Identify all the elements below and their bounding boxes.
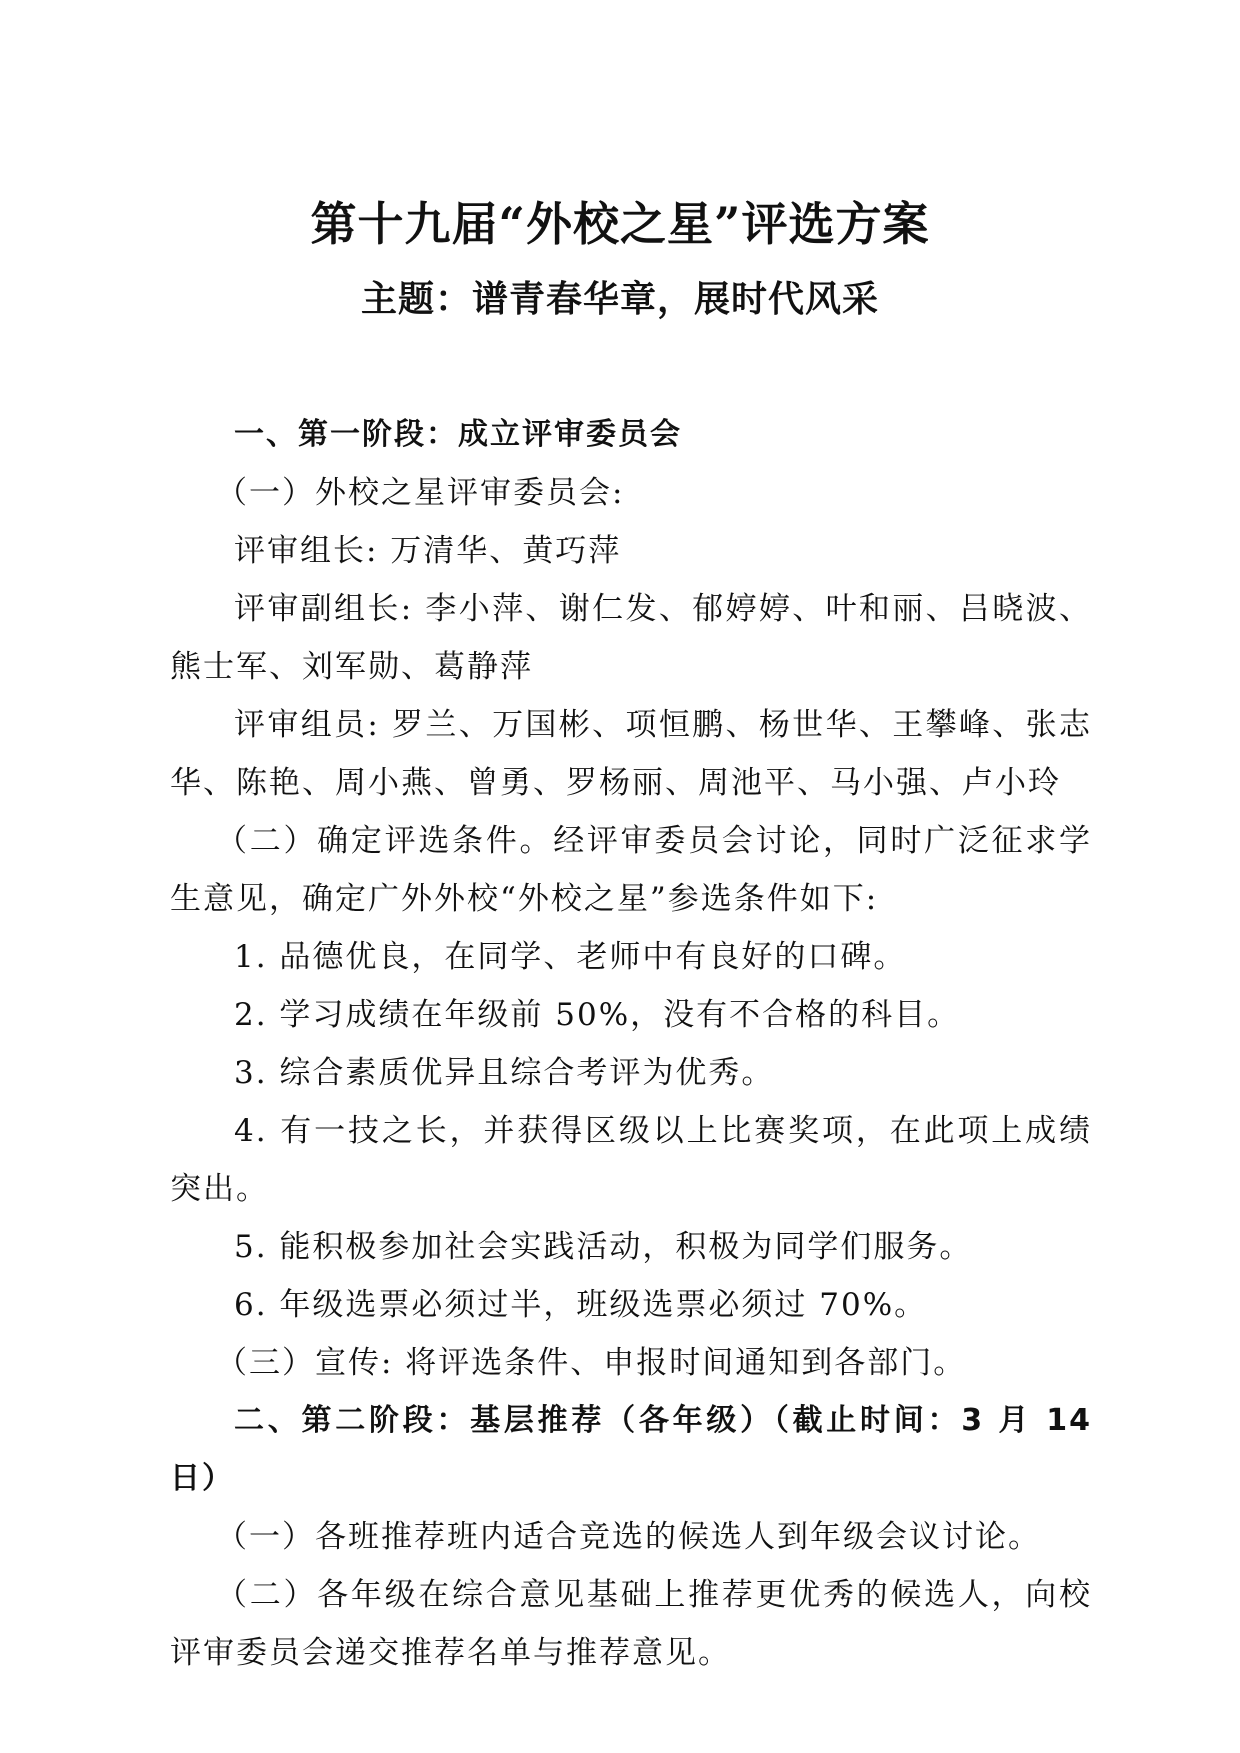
- document-subtitle: 主题：谱青春华章，展时代风采: [360, 278, 879, 320]
- document-body: [170, 406, 1092, 1682]
- committee-members: 评审组员: 罗兰、万国彬、项恒鹏、杨世华、王攀峰、张志华、陈艳、周小燕、曾勇、罗杨丽、周池平、马小强、卢小玲: [170, 707, 1092, 801]
- criteria-item: 6. 年级选票必须过半，班级选票必须过 70%。: [234, 1287, 928, 1323]
- section-2-heading: 二、第二阶段：基层推荐（各年级）（截止时间：3 月 14 日）: [170, 1403, 1092, 1496]
- criteria-item: 4. 有一技之长，并获得区级以上比赛奖项，在此项上成绩突出。: [170, 1113, 1092, 1207]
- section-1-heading: 一、第一阶段：成立评审委员会: [234, 417, 682, 452]
- criteria-intro: （二）确定评选条件。经评审委员会讨论，同时广泛征求学生意见，确定广外外校“外校之星”参选条件如下:: [170, 823, 1092, 917]
- committee-vice-leaders: 评审副组长: 李小萍、谢仁发、郁婷婷、叶和丽、吕晓波、熊士军、刘军勋、葛静萍: [170, 591, 1092, 685]
- criteria-item: 5. 能积极参加社会实践活动，积极为同学们服务。: [234, 1229, 973, 1265]
- criteria-item: 1. 品德优良，在同学、老师中有良好的口碑。: [234, 939, 907, 975]
- publicity-item: （三）宣传: 将评选条件、申报时间通知到各部门。: [216, 1345, 967, 1381]
- document-title: 第十九届“外校之星”评选方案: [310, 197, 930, 251]
- criteria-item: 3. 综合素质优异且综合考评为优秀。: [234, 1055, 775, 1091]
- committee-leaders: 评审组长: 万清华、黄巧萍: [234, 533, 622, 569]
- section-2-item: （一）各班推荐班内适合竞选的候选人到年级会议讨论。: [216, 1519, 1041, 1555]
- committee-title: （一）外校之星评审委员会:: [216, 475, 625, 511]
- criteria-item: 2. 学习成绩在年级前 50%，没有不合格的科目。: [234, 997, 961, 1033]
- section-2-item: （二）各年级在综合意见基础上推荐更优秀的候选人，向校评审委员会递交推荐名单与推荐意见。: [170, 1577, 1092, 1671]
